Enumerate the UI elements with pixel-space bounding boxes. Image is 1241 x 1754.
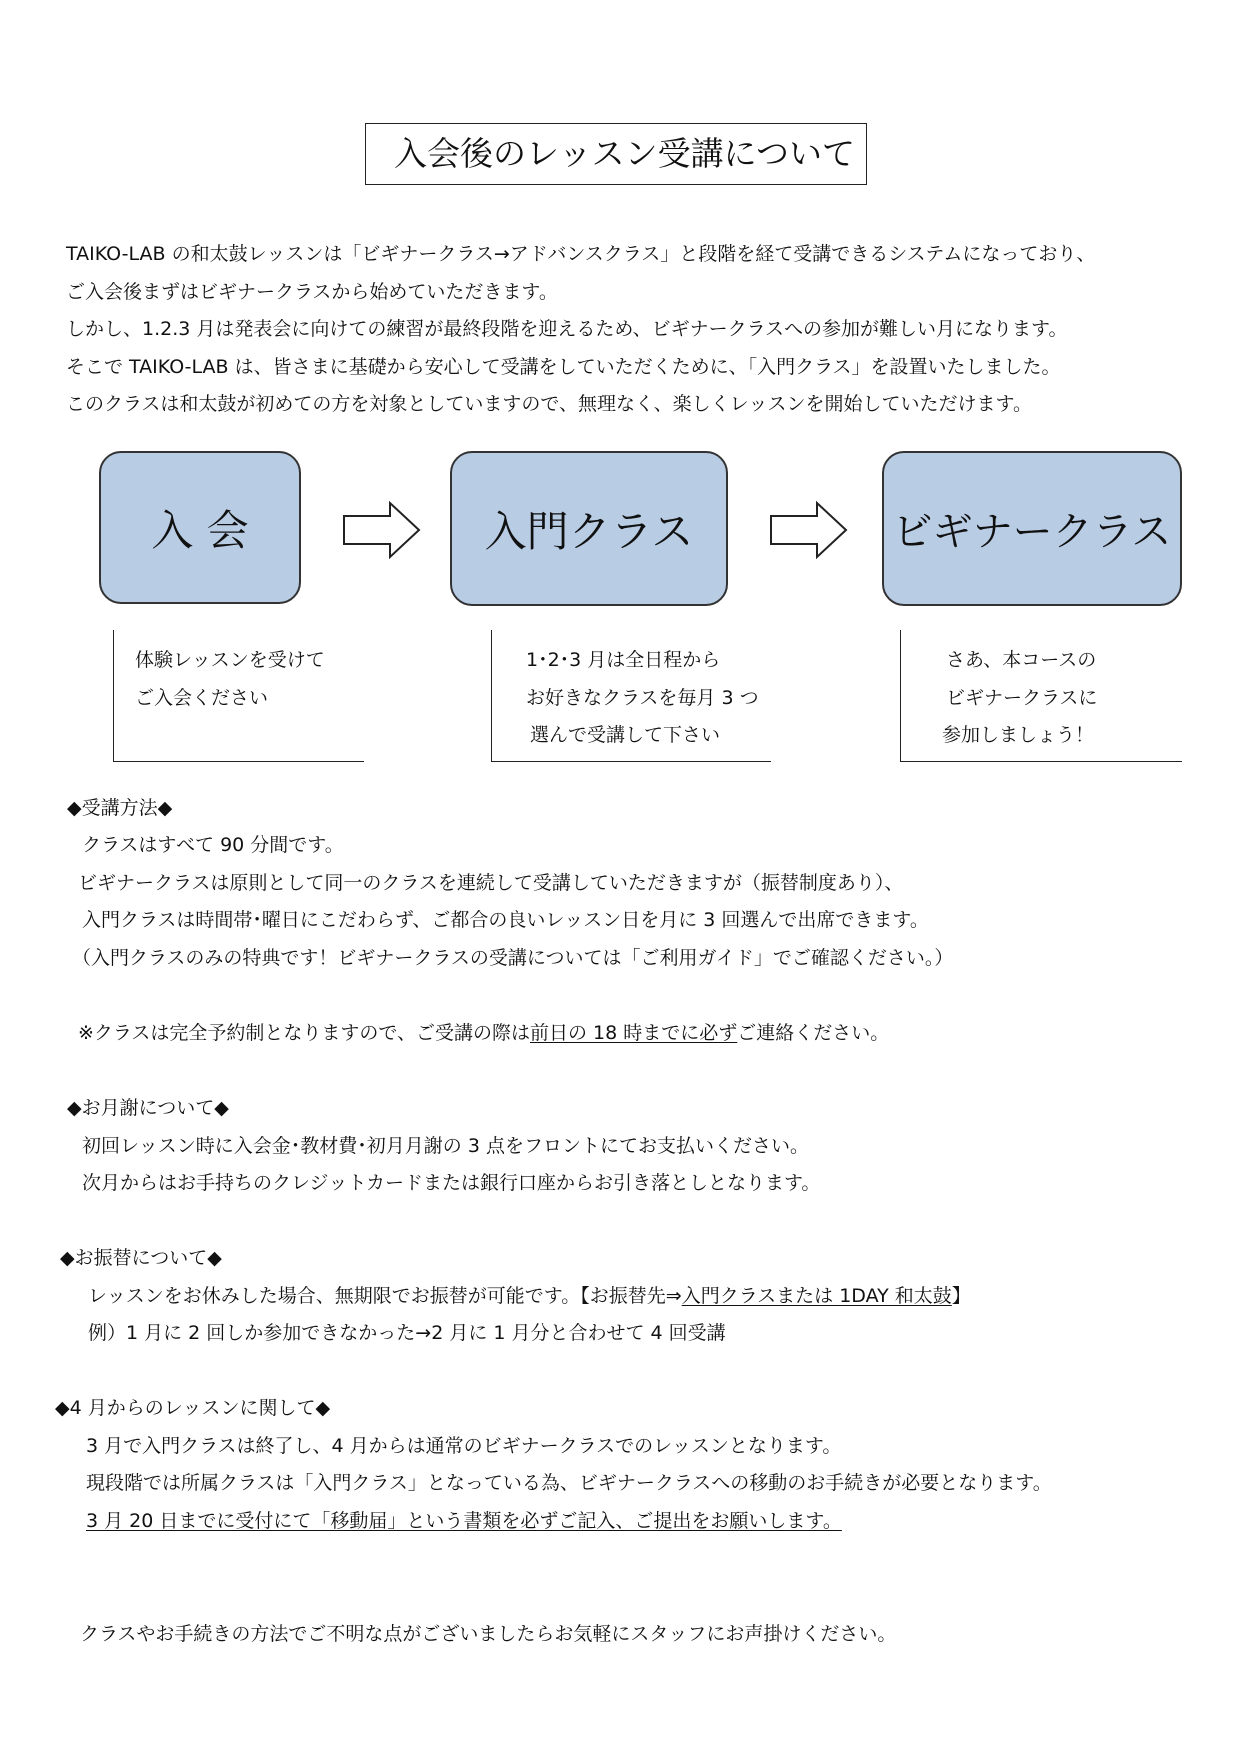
intro-line-4: そこで TAIKO-LAB は、皆さまに基礎から安心して受講をしていただくために、「入門クラス」を設置いたしました。: [66, 356, 1061, 378]
flow-step-join: [99, 451, 301, 604]
flow-step-beginner-class-label: ビギナークラス: [892, 509, 1172, 555]
section-heading-april: ◆4 月からのレッスンに関して◆: [55, 1397, 331, 1419]
intro-line-3: しかし、1.2.3 月は発表会に向けての練習が最終段階を迎えるため、ビギナークラスへの参加が難しい月になります。: [66, 318, 1068, 340]
section-heading-transfer: ◆お振替について◆: [60, 1247, 222, 1269]
flow-step-intro-class-label: 入門クラス: [484, 506, 694, 556]
flow-note-beginner-3: 参加しましょう！: [942, 724, 1095, 746]
flow-note-intro-2: お好きなクラスを毎月 3 つ: [526, 687, 759, 709]
flow-note-intro-3: 選んで受講して下さい: [530, 724, 721, 746]
flow-step-intro-class: [450, 451, 728, 606]
transfer-destination: 入門クラスまたは 1DAY 和太鼓: [681, 1285, 952, 1307]
transfer-line-1-after: 】: [951, 1285, 971, 1307]
fee-line-2: 次月からはお手持ちのクレジットカードまたは銀行口座からお引き落としとなります。: [82, 1172, 821, 1194]
flow-note-beginner-1: さあ、本コースの: [946, 649, 1097, 671]
method-note-deadline: 前日の 18 時までに必ず: [529, 1022, 738, 1044]
footer-contact-note: クラスやお手続きの方法でご不明な点がございましたらお気軽にスタッフにお声掛けください。: [80, 1623, 897, 1645]
intro-line-2: ご入会後まずはビギナークラスから始めていただきます。: [66, 281, 558, 303]
flow-note-intro-1: 1･2･3 月は全日程から: [526, 649, 721, 671]
section-heading-fee: ◆お月謝について◆: [67, 1097, 229, 1119]
april-line-1: 3 月で入門クラスは終了し、4 月からは通常のビギナークラスでのレッスンとなります。: [86, 1435, 842, 1457]
fee-line-1: 初回レッスン時に入会金･教材費･初月月謝の 3 点をフロントにてお支払いください。: [82, 1135, 809, 1157]
transfer-line-2: 例）1 月に 2 回しか参加できなかった→2 月に 1 月分と合わせて 4 回受講: [88, 1322, 726, 1344]
arrow-right-icon: [769, 500, 849, 560]
page-title: 入会後のレッスン受講について: [365, 123, 867, 185]
section-heading-method: ◆受講方法◆: [67, 797, 173, 819]
method-line-3: 入門クラスは時間帯･曜日にこだわらず、ご都合の良いレッスン日を月に 3 回選んで出席できます。: [82, 909, 929, 931]
transfer-line-1-before: レッスンをお休みした場合、無期限でお振替が可能です。【お振替先⇒: [88, 1285, 682, 1307]
method-line-4: （入門クラスのみの特典です！ビギナークラスの受講については「ご利用ガイド」でご確認ください。）: [72, 947, 954, 969]
april-deadline-note: 3 月 20 日までに受付にて「移動届」という書類を必ずご記入、ご提出をお願いします。: [86, 1510, 842, 1532]
method-note-before: ※クラスは完全予約制となりますので、ご受講の際は: [78, 1022, 530, 1044]
flow-step-join-label: 入 会: [151, 505, 249, 555]
method-note-after: ご連絡ください。: [737, 1022, 890, 1044]
method-line-1: クラスはすべて 90 分間です。: [82, 834, 344, 856]
flow-step-beginner-class: [882, 451, 1182, 606]
method-line-2: ビギナークラスは原則として同一のクラスを連続して受講していただきますが（振替制度あり）、: [78, 872, 904, 894]
transfer-line-1: [88, 1284, 971, 1308]
flow-note-beginner-2: ビギナークラスに: [946, 687, 1098, 709]
flow-note-join-2: ご入会ください: [135, 687, 269, 709]
arrow-right-icon: [342, 500, 422, 560]
intro-line-1: TAIKO-LAB の和太鼓レッスンは「ビギナークラス→アドバンスクラス」と段階を経て受講できるシステムになっており、: [66, 243, 1096, 265]
flow-note-join-1: 体験レッスンを受けて: [135, 649, 325, 671]
method-reservation-note: [78, 1021, 889, 1045]
intro-line-5: このクラスは和太鼓が初めての方を対象としていますので、無理なく、楽しくレッスンを開始していただけます。: [66, 393, 1032, 415]
april-line-2: 現段階では所属クラスは「入門クラス」となっている為、ビギナークラスへの移動のお手続きが必要となります。: [86, 1472, 1052, 1494]
